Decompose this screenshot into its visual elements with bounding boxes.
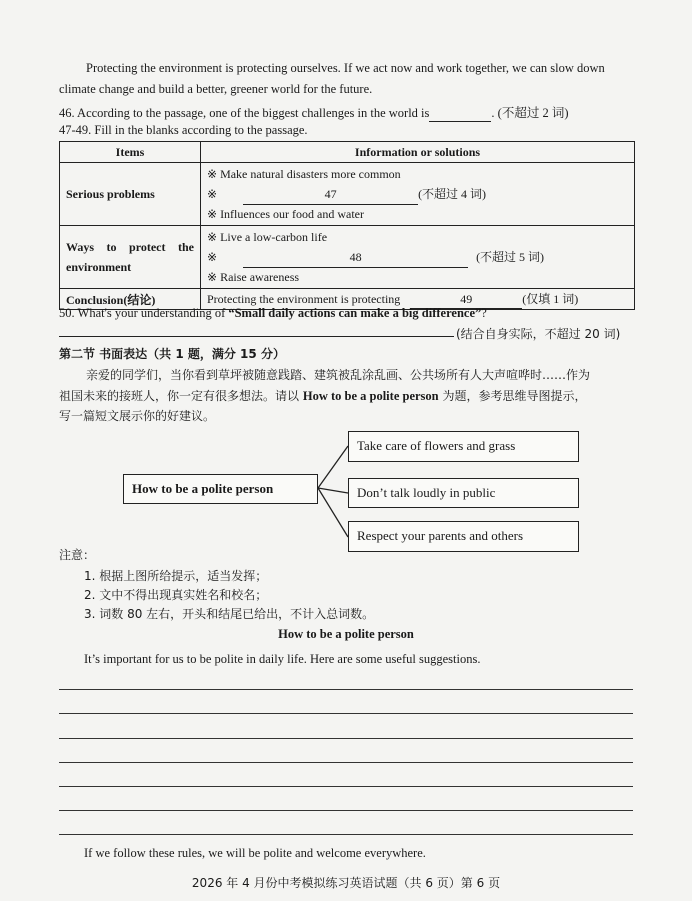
reference-mark: ※ bbox=[207, 207, 218, 221]
table-header-items: Items bbox=[60, 142, 201, 163]
writing-line[interactable] bbox=[59, 689, 633, 690]
mindmap-center: How to be a polite person bbox=[123, 474, 318, 504]
reference-mark: ※ bbox=[207, 230, 218, 244]
mindmap-branch-2: Don’t talk loudly in public bbox=[348, 478, 579, 508]
table-header-info: Information or solutions bbox=[201, 142, 635, 163]
word-limit-note: (不超过 4 词) bbox=[418, 187, 487, 201]
writing-line[interactable] bbox=[59, 834, 633, 835]
row-item-problems: Serious problems bbox=[60, 163, 201, 226]
info-text: Raise awareness bbox=[220, 270, 300, 284]
blank-number-49: 49 bbox=[460, 292, 473, 306]
note-item-1: 1. 根据上图所给提示，适当发挥； bbox=[84, 569, 268, 583]
blank-number-47: 47 bbox=[324, 187, 337, 201]
info-text: Influences our food and water bbox=[220, 207, 365, 221]
row-item-ways-line: Ways to protect the bbox=[66, 240, 194, 254]
info-text: Live a low-carbon life bbox=[220, 230, 328, 244]
passage-line-2: climate change and build a better, greener world for the future. bbox=[59, 82, 373, 96]
passage-line-1: Protecting the environment is protecting ourselves. If we act now and work together, we can slow down bbox=[86, 61, 605, 75]
prompt-line-2-start: 祖国未来的接班人，你一定有很多想法。请以 bbox=[59, 389, 300, 403]
word-limit-note: (仅填 1 词) bbox=[522, 292, 579, 306]
question-47-49-instruction: 47-49. Fill in the blanks according to the passage. bbox=[59, 123, 308, 137]
prompt-line-1: 亲爱的同学们，当你看到草坪被随意践踏、建筑被乱涂乱画、公共场所有人大声喧哗时……作为 bbox=[86, 368, 591, 382]
reference-mark: ※ bbox=[207, 270, 218, 284]
word-limit-note: (不超过 5 词) bbox=[476, 250, 545, 264]
mindmap-branch-1: Take care of flowers and grass bbox=[348, 431, 579, 462]
question-50-quote: “Small daily actions can make a big difference” bbox=[228, 306, 482, 320]
note-item-3: 3. 词数 80 左右，开头和结尾已给出，不计入总词数。 bbox=[84, 607, 375, 621]
prompt-line-2-end: 为题，参考思维导图提示， bbox=[442, 389, 587, 403]
essay-title: How to be a polite person bbox=[278, 627, 414, 641]
mindmap-branch-3: Respect your parents and others bbox=[348, 521, 579, 552]
question-50-note: (结合自身实际，不超过 20 词) bbox=[456, 327, 621, 341]
question-50-end: ? bbox=[481, 306, 487, 320]
notes-title: 注意： bbox=[59, 548, 96, 562]
connector-line bbox=[318, 488, 348, 493]
note-item-2: 2. 文中不得出现真实姓名和校名； bbox=[84, 588, 268, 602]
reference-mark: ※ bbox=[207, 187, 218, 201]
blank-number-48: 48 bbox=[349, 250, 362, 264]
writing-line[interactable] bbox=[59, 762, 633, 763]
writing-line[interactable] bbox=[59, 713, 633, 714]
prompt-title: How to be a polite person bbox=[302, 389, 439, 403]
question-50-text: 50. What's your understanding of bbox=[59, 306, 229, 320]
info-text: Make natural disasters more common bbox=[220, 167, 401, 181]
connector-line bbox=[318, 488, 348, 537]
essay-closing: If we follow these rules, we will be polite and welcome everywhere. bbox=[84, 846, 426, 860]
row-item-ways-line: environment bbox=[66, 260, 132, 274]
row-item-conclusion: Conclusion(结论) bbox=[60, 289, 201, 310]
reference-mark: ※ bbox=[207, 250, 218, 264]
section-2-heading: 第二节 书面表达（共 1 题，满分 15 分） bbox=[59, 347, 285, 361]
essay-opening: It’s important for us to be polite in daily life. Here are some useful suggestions. bbox=[84, 652, 481, 666]
writing-line[interactable] bbox=[59, 786, 633, 787]
prompt-line-3: 写一篇短文展示你的好建议。 bbox=[59, 409, 216, 423]
writing-line[interactable] bbox=[59, 810, 633, 811]
connector-line bbox=[318, 446, 348, 488]
reference-mark: ※ bbox=[207, 167, 218, 181]
question-46-text: 46. According to the passage, one of the biggest challenges in the world is bbox=[59, 106, 430, 120]
writing-line[interactable] bbox=[59, 738, 633, 739]
question-46-suffix: . (不超过 2 词) bbox=[491, 106, 569, 120]
info-text: Protecting the environment is protecting bbox=[207, 292, 401, 306]
page-footer: 2026 年 4 月份中考模拟练习英语试题（共 6 页）第 6 页 bbox=[191, 876, 501, 890]
